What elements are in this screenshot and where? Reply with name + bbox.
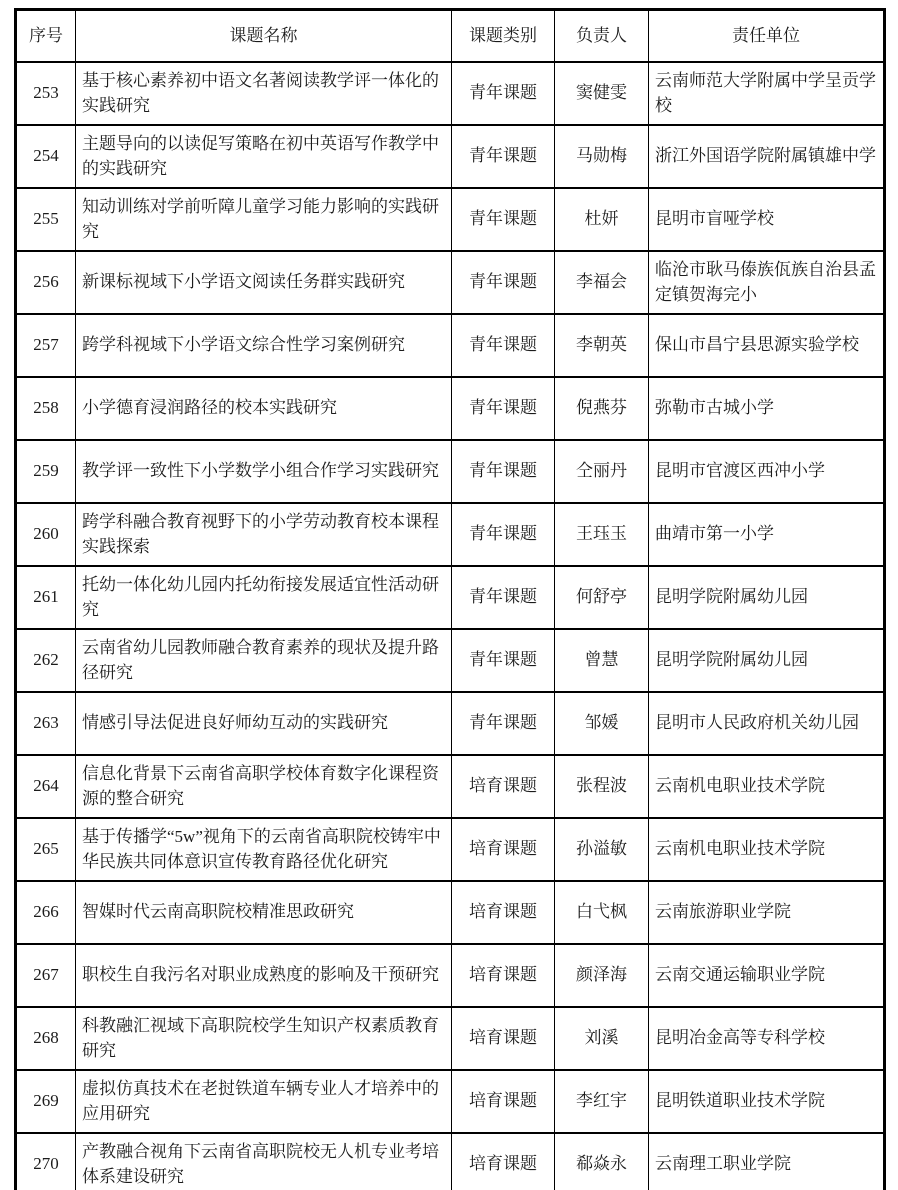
person-in-charge-cell: 张程波 xyxy=(555,755,649,818)
responsible-unit-cell: 云南师范大学附属中学呈贡学校 xyxy=(649,62,885,125)
header-topic-name: 课题名称 xyxy=(76,10,452,63)
responsible-unit-cell: 昆明学院附属幼儿园 xyxy=(649,629,885,692)
table-body xyxy=(16,62,885,1190)
topic-title-cell: 云南省幼儿园教师融合教育素养的现状及提升路径研究 xyxy=(76,629,452,692)
topic-category-cell: 青年课题 xyxy=(452,251,555,314)
table-row xyxy=(16,629,885,692)
topic-category-cell: 青年课题 xyxy=(452,314,555,377)
header-responsible-unit: 责任单位 xyxy=(649,10,885,63)
responsible-unit-cell: 昆明市人民政府机关幼儿园 xyxy=(649,692,885,755)
table-row xyxy=(16,125,885,188)
table-header-row xyxy=(16,10,885,63)
person-in-charge-cell: 李福会 xyxy=(555,251,649,314)
topic-title-cell: 知动训练对学前听障儿童学习能力影响的实践研究 xyxy=(76,188,452,251)
topic-category-cell: 培育课题 xyxy=(452,1133,555,1190)
topic-title-cell: 情感引导法促进良好师幼互动的实践研究 xyxy=(76,692,452,755)
serial-number-cell: 256 xyxy=(16,251,76,314)
table-row xyxy=(16,944,885,1007)
serial-number-cell: 255 xyxy=(16,188,76,251)
responsible-unit-cell: 弥勒市古城小学 xyxy=(649,377,885,440)
table-row xyxy=(16,818,885,881)
table-row xyxy=(16,440,885,503)
person-in-charge-cell: 窦健雯 xyxy=(555,62,649,125)
serial-number-cell: 270 xyxy=(16,1133,76,1190)
header-serial-number: 序号 xyxy=(16,10,76,63)
table-row xyxy=(16,503,885,566)
responsible-unit-cell: 昆明铁道职业技术学院 xyxy=(649,1070,885,1133)
responsible-unit-cell: 曲靖市第一小学 xyxy=(649,503,885,566)
topic-category-cell: 青年课题 xyxy=(452,503,555,566)
topic-title-cell: 托幼一体化幼儿园内托幼衔接发展适宜性活动研究 xyxy=(76,566,452,629)
person-in-charge-cell: 白弋枫 xyxy=(555,881,649,944)
serial-number-cell: 261 xyxy=(16,566,76,629)
table-row xyxy=(16,62,885,125)
table-row xyxy=(16,188,885,251)
responsible-unit-cell: 云南旅游职业学院 xyxy=(649,881,885,944)
person-in-charge-cell: 邹媛 xyxy=(555,692,649,755)
person-in-charge-cell: 杜妍 xyxy=(555,188,649,251)
topic-category-cell: 青年课题 xyxy=(452,62,555,125)
person-in-charge-cell: 李红宇 xyxy=(555,1070,649,1133)
table-row xyxy=(16,881,885,944)
responsible-unit-cell: 云南理工职业学院 xyxy=(649,1133,885,1190)
serial-number-cell: 260 xyxy=(16,503,76,566)
table-row xyxy=(16,1007,885,1070)
serial-number-cell: 263 xyxy=(16,692,76,755)
topic-category-cell: 青年课题 xyxy=(452,566,555,629)
topic-category-cell: 青年课题 xyxy=(452,692,555,755)
topic-category-cell: 培育课题 xyxy=(452,755,555,818)
person-in-charge-cell: 孙溢敏 xyxy=(555,818,649,881)
topic-title-cell: 跨学科融合教育视野下的小学劳动教育校本课程实践探索 xyxy=(76,503,452,566)
topic-category-cell: 青年课题 xyxy=(452,377,555,440)
responsible-unit-cell: 昆明学院附属幼儿园 xyxy=(649,566,885,629)
topic-title-cell: 主题导向的以读促写策略在初中英语写作教学中的实践研究 xyxy=(76,125,452,188)
person-in-charge-cell: 郗焱永 xyxy=(555,1133,649,1190)
serial-number-cell: 259 xyxy=(16,440,76,503)
responsible-unit-cell: 云南机电职业技术学院 xyxy=(649,818,885,881)
topic-category-cell: 培育课题 xyxy=(452,818,555,881)
topic-title-cell: 教学评一致性下小学数学小组合作学习实践研究 xyxy=(76,440,452,503)
topic-title-cell: 智媒时代云南高职院校精准思政研究 xyxy=(76,881,452,944)
responsible-unit-cell: 保山市昌宁县思源实验学校 xyxy=(649,314,885,377)
topic-category-cell: 青年课题 xyxy=(452,629,555,692)
topic-category-cell: 青年课题 xyxy=(452,125,555,188)
responsible-unit-cell: 昆明市官渡区西冲小学 xyxy=(649,440,885,503)
serial-number-cell: 268 xyxy=(16,1007,76,1070)
responsible-unit-cell: 云南交通运输职业学院 xyxy=(649,944,885,1007)
topic-category-cell: 培育课题 xyxy=(452,881,555,944)
serial-number-cell: 262 xyxy=(16,629,76,692)
responsible-unit-cell: 临沧市耿马傣族佤族自治县孟定镇贺海完小 xyxy=(649,251,885,314)
responsible-unit-cell: 昆明市盲哑学校 xyxy=(649,188,885,251)
topic-category-cell: 培育课题 xyxy=(452,1007,555,1070)
table-row xyxy=(16,692,885,755)
responsible-unit-cell: 昆明冶金高等专科学校 xyxy=(649,1007,885,1070)
serial-number-cell: 258 xyxy=(16,377,76,440)
person-in-charge-cell: 王珏玉 xyxy=(555,503,649,566)
serial-number-cell: 269 xyxy=(16,1070,76,1133)
serial-number-cell: 253 xyxy=(16,62,76,125)
serial-number-cell: 266 xyxy=(16,881,76,944)
person-in-charge-cell: 倪燕芬 xyxy=(555,377,649,440)
topic-title-cell: 信息化背景下云南省高职学校体育数字化课程资源的整合研究 xyxy=(76,755,452,818)
topic-category-cell: 培育课题 xyxy=(452,1070,555,1133)
topic-title-cell: 基于传播学“5w”视角下的云南省高职院校铸牢中华民族共同体意识宣传教育路径优化研究 xyxy=(76,818,452,881)
responsible-unit-cell: 浙江外国语学院附属镇雄中学 xyxy=(649,125,885,188)
serial-number-cell: 265 xyxy=(16,818,76,881)
table-row xyxy=(16,251,885,314)
header-topic-category: 课题类别 xyxy=(452,10,555,63)
topic-title-cell: 虚拟仿真技术在老挝铁道车辆专业人才培养中的应用研究 xyxy=(76,1070,452,1133)
table-row xyxy=(16,377,885,440)
topic-title-cell: 小学德育浸润路径的校本实践研究 xyxy=(76,377,452,440)
serial-number-cell: 264 xyxy=(16,755,76,818)
topic-title-cell: 跨学科视域下小学语文综合性学习案例研究 xyxy=(76,314,452,377)
topic-category-cell: 青年课题 xyxy=(452,440,555,503)
table-row xyxy=(16,1070,885,1133)
serial-number-cell: 254 xyxy=(16,125,76,188)
topic-title-cell: 基于核心素养初中语文名著阅读教学评一体化的实践研究 xyxy=(76,62,452,125)
table-row xyxy=(16,566,885,629)
topic-title-cell: 职校生自我污名对职业成熟度的影响及干预研究 xyxy=(76,944,452,1007)
topic-title-cell: 产教融合视角下云南省高职院校无人机专业考培体系建设研究 xyxy=(76,1133,452,1190)
header-person-in-charge: 负责人 xyxy=(555,10,649,63)
serial-number-cell: 267 xyxy=(16,944,76,1007)
topic-title-cell: 新课标视域下小学语文阅读任务群实践研究 xyxy=(76,251,452,314)
person-in-charge-cell: 李朝英 xyxy=(555,314,649,377)
person-in-charge-cell: 刘溪 xyxy=(555,1007,649,1070)
person-in-charge-cell: 何舒亭 xyxy=(555,566,649,629)
table-row xyxy=(16,314,885,377)
person-in-charge-cell: 仝丽丹 xyxy=(555,440,649,503)
research-topics-table xyxy=(14,8,886,1190)
table-row xyxy=(16,1133,885,1190)
person-in-charge-cell: 曾慧 xyxy=(555,629,649,692)
topic-category-cell: 培育课题 xyxy=(452,944,555,1007)
topic-category-cell: 青年课题 xyxy=(452,188,555,251)
responsible-unit-cell: 云南机电职业技术学院 xyxy=(649,755,885,818)
person-in-charge-cell: 颜泽海 xyxy=(555,944,649,1007)
table-row xyxy=(16,755,885,818)
serial-number-cell: 257 xyxy=(16,314,76,377)
person-in-charge-cell: 马勋梅 xyxy=(555,125,649,188)
topic-title-cell: 科教融汇视域下高职院校学生知识产权素质教育研究 xyxy=(76,1007,452,1070)
